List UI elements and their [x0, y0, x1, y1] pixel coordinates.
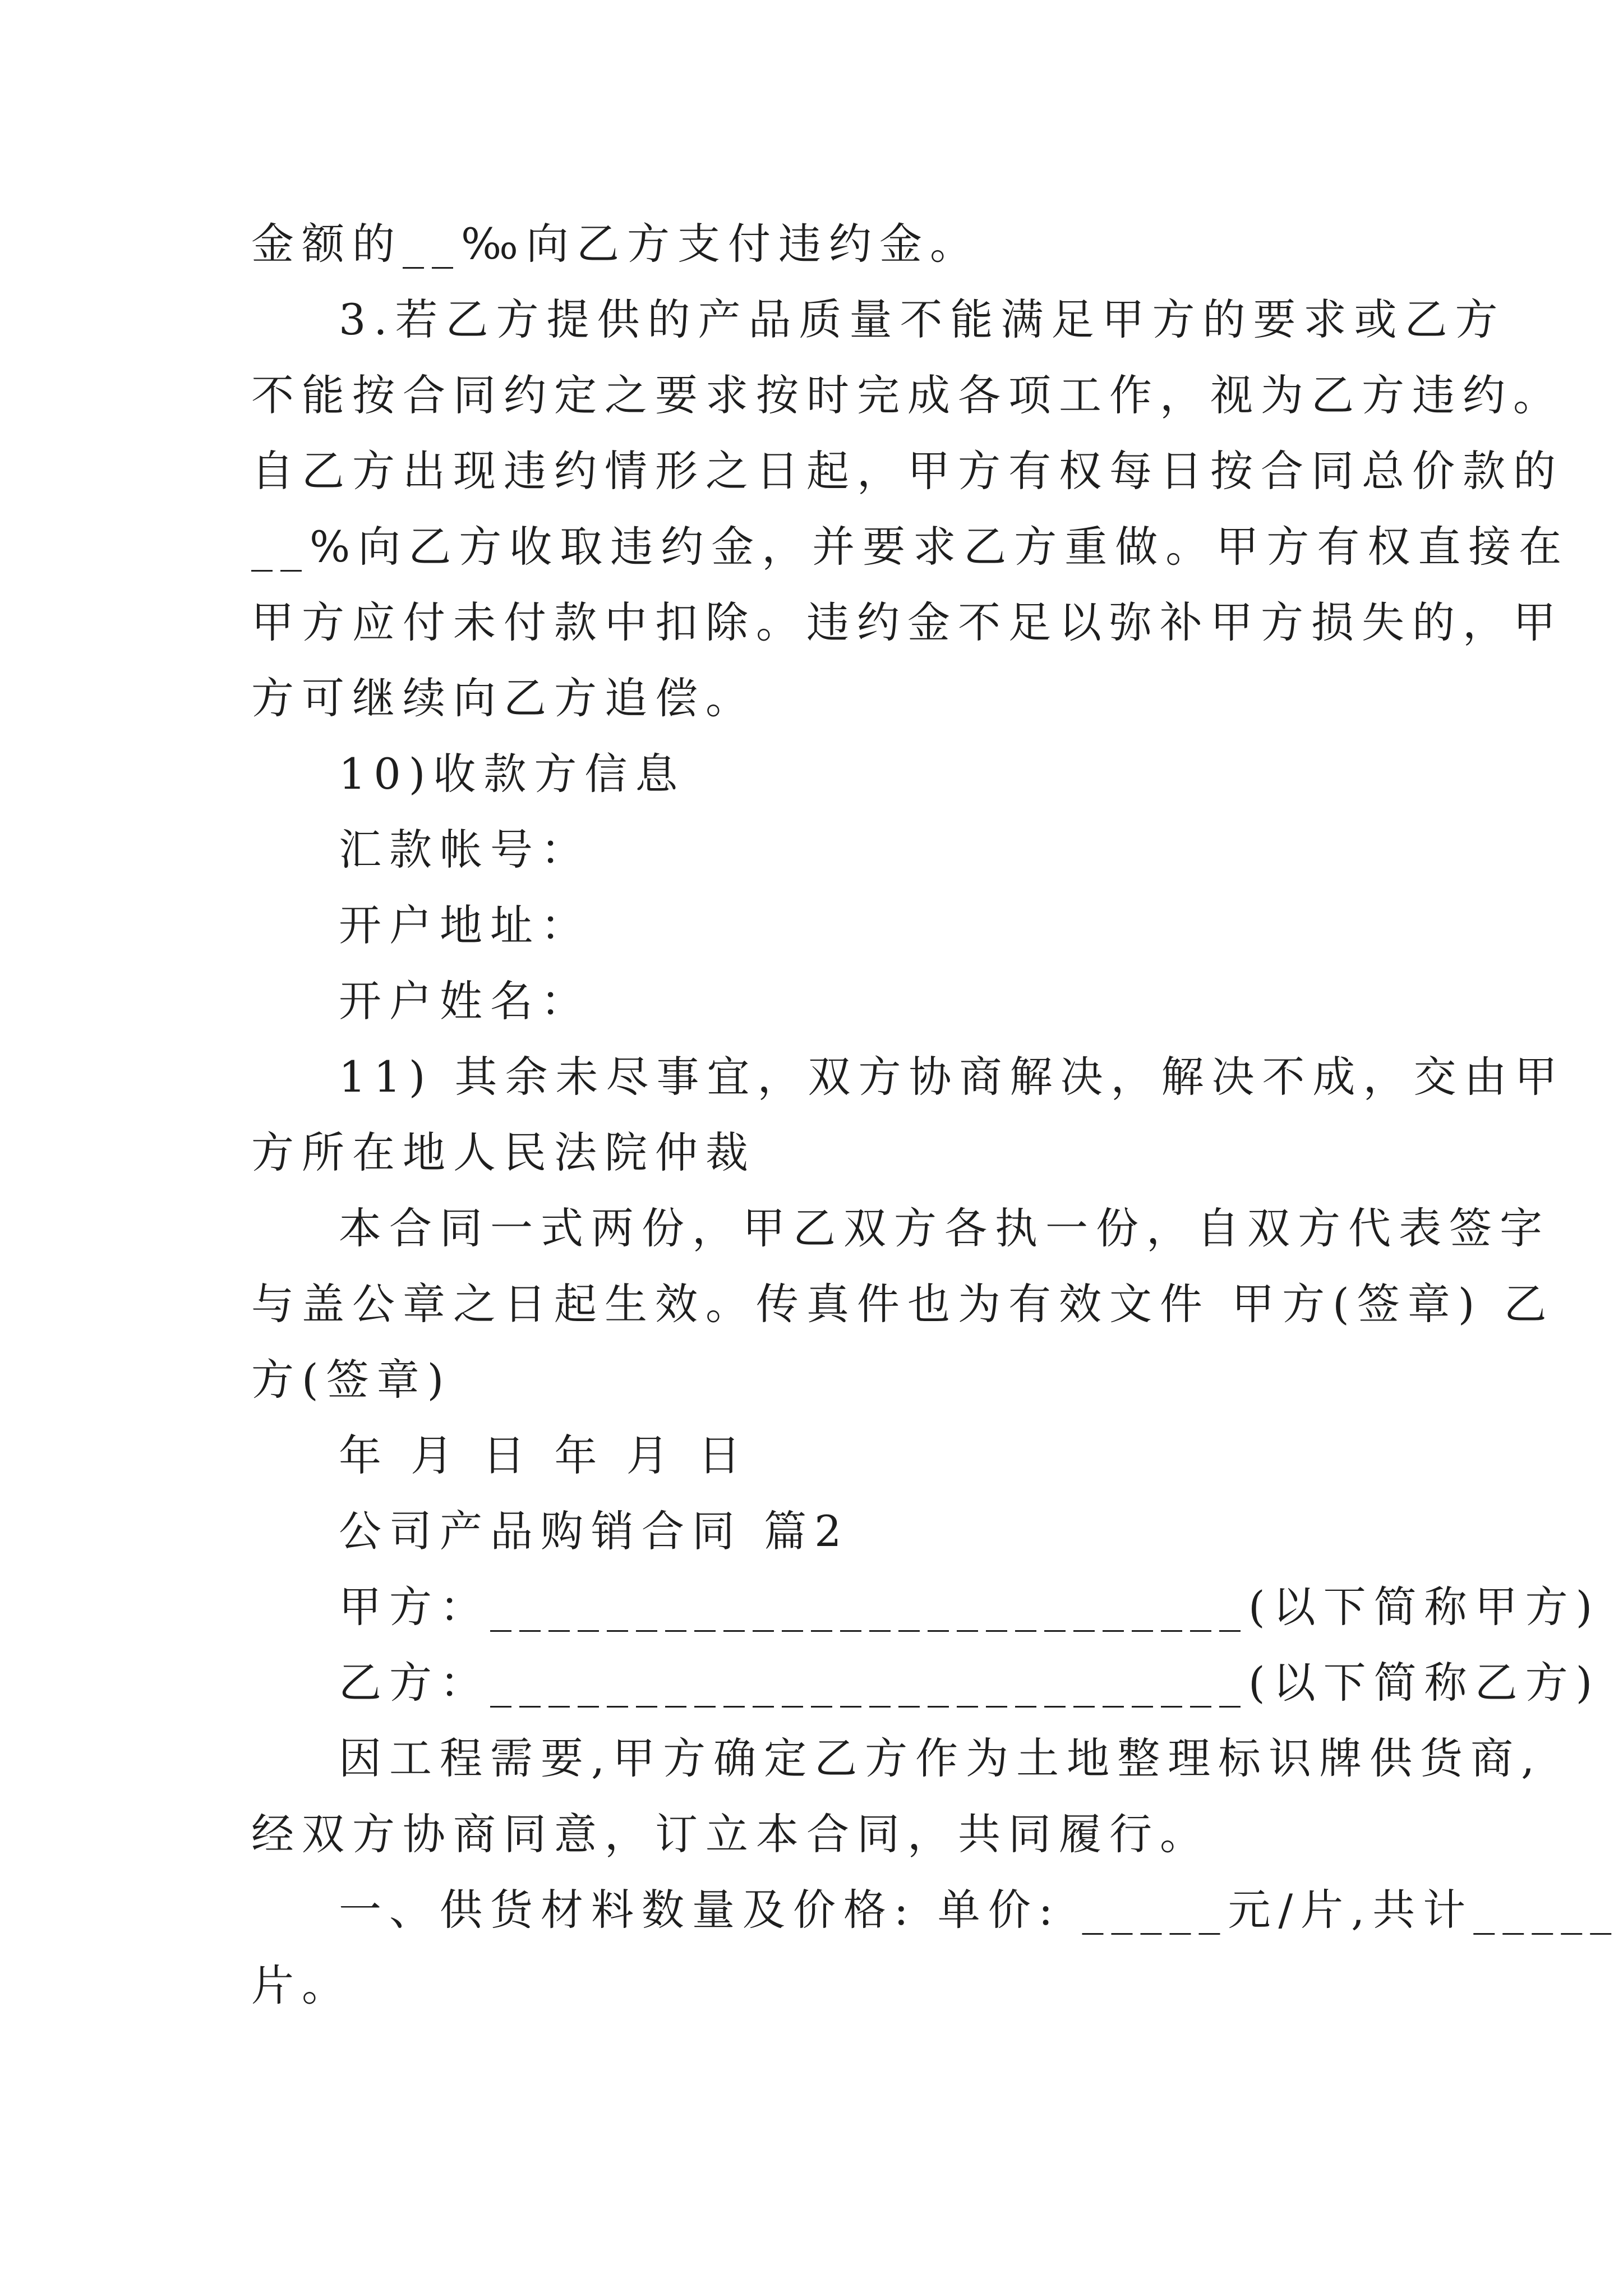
contract-title-part-2: 公司产品购销合同 篇2	[339, 1506, 850, 1556]
text-line: __%向乙方收取违约金，并要求乙方重做。甲方有权直接在	[251, 522, 1570, 572]
text-line: 方(签章)	[251, 1355, 452, 1405]
label-account-name: 开户姓名：	[339, 976, 591, 1026]
text-line-quantity-price: 一、供货材料数量及价格: 单价: _____元/片,共计_____	[339, 1885, 1620, 1935]
text-line-contract-copies: 本合同一式两份，甲乙双方各执一份，自双方代表签字	[339, 1203, 1550, 1253]
text-line: 方所在地人民法院仲裁	[251, 1128, 756, 1177]
party-b-line: 乙方：__________________________(以下简称乙方)	[339, 1658, 1601, 1708]
text-line: 不能按合同约定之要求按时完成各项工作，视为乙方违约。	[251, 370, 1564, 420]
text-line-preamble: 因工程需要,甲方确定乙方作为土地整理标识牌供货商,	[339, 1733, 1543, 1783]
text-line-penalty-amount: 金额的__‰向乙方支付违约金。	[251, 219, 980, 269]
label-bank-address: 开户地址：	[339, 900, 591, 950]
party-a-line: 甲方：__________________________(以下简称甲方)	[339, 1582, 1601, 1632]
date-line: 年 月 日 年 月 日	[339, 1430, 749, 1480]
text-line-clause-11: 11) 其余未尽事宜，双方协商解决，解决不成，交由甲	[339, 1052, 1565, 1102]
section-heading-payee-info: 10)收款方信息	[339, 749, 686, 799]
text-line: 方可继续向乙方追偿。	[251, 673, 756, 723]
text-line-clause-3: 3.若乙方提供的产品质量不能满足甲方的要求或乙方	[339, 295, 1506, 344]
text-line: 片。	[251, 1961, 352, 2010]
text-line: 甲方应付未付款中扣除。违约金不足以弥补甲方损失的，甲	[251, 597, 1564, 647]
text-line: 自乙方出现违约情形之日起，甲方有权每日按合同总价款的	[251, 446, 1564, 496]
text-line: 经双方协商同意，订立本合同，共同履行。	[251, 1809, 1210, 1859]
label-remittance-account: 汇款帐号：	[339, 825, 591, 875]
text-line: 与盖公章之日起生效。传真件也为有效文件 甲方(签章) 乙	[251, 1279, 1555, 1329]
